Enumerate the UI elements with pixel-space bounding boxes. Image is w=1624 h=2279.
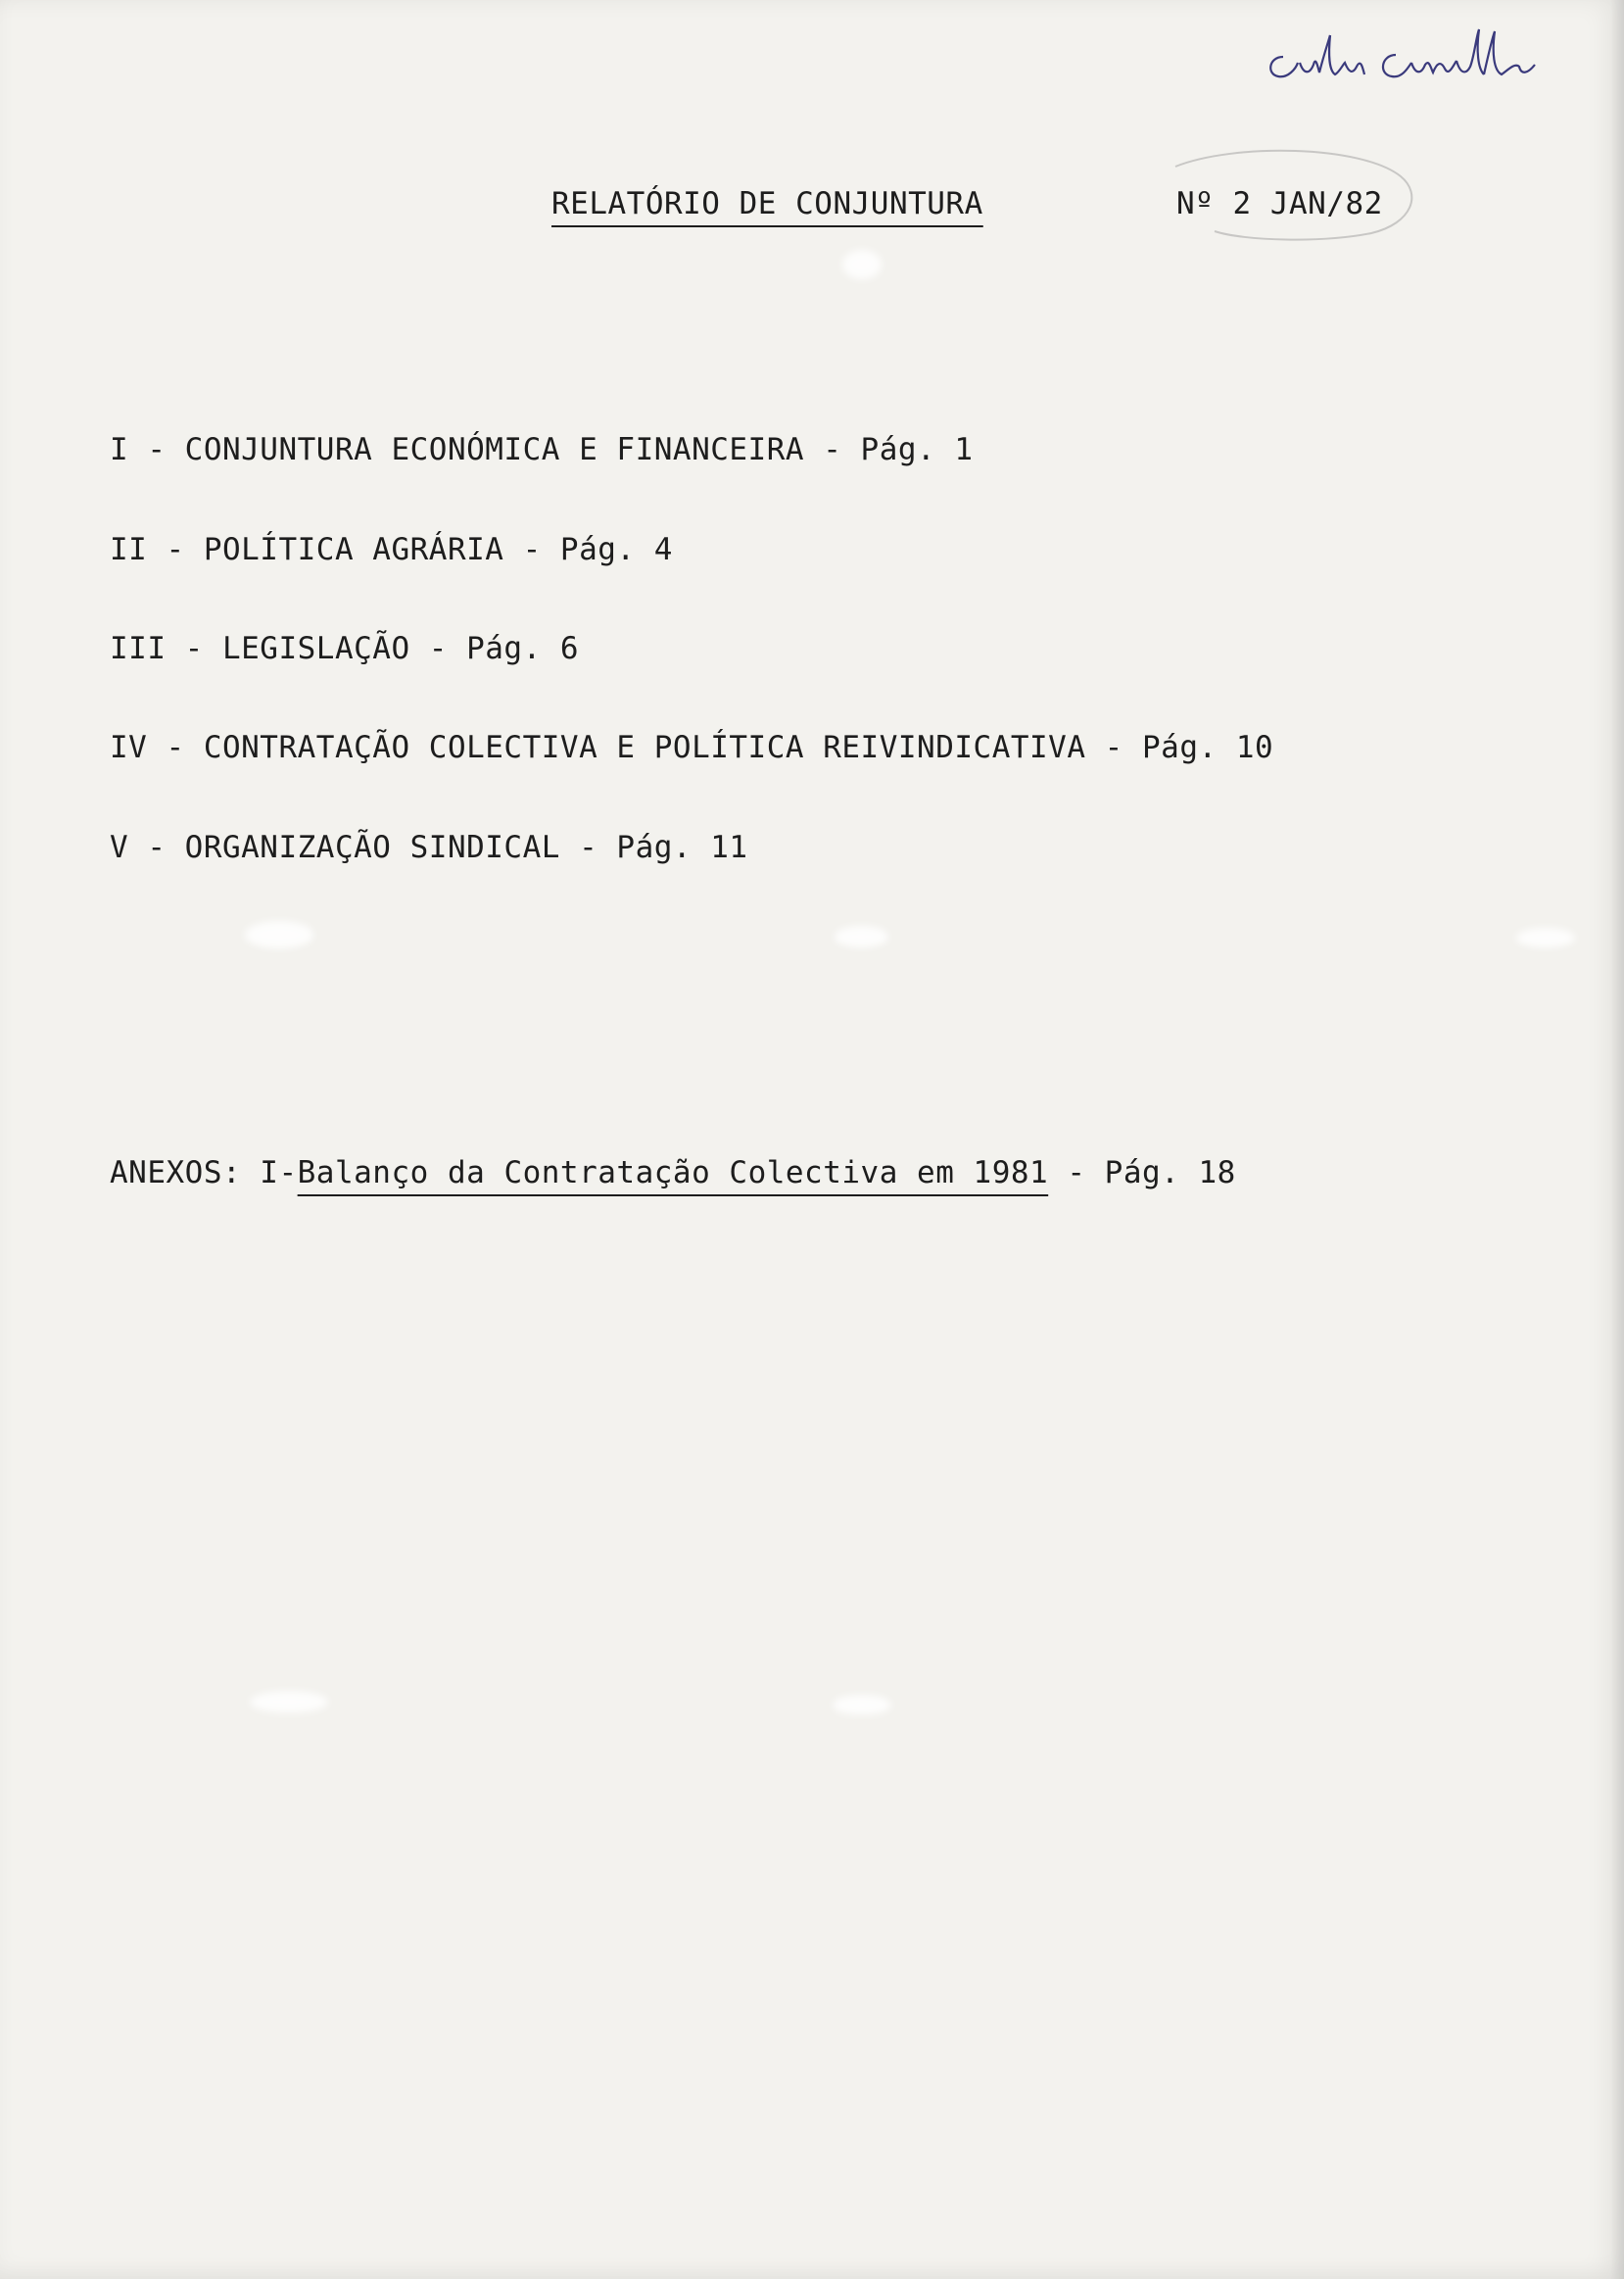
- annex-line: [110, 1155, 1236, 1190]
- paper-blemish: [833, 1695, 891, 1715]
- paper-blemish: [1516, 928, 1575, 947]
- issue-number: Nº 2 JAN/82: [1176, 186, 1383, 221]
- paper-blemish: [835, 926, 888, 947]
- annex-label: ANEXOS: I-: [110, 1155, 298, 1190]
- paper-blemish: [250, 1691, 328, 1713]
- toc-item: III - LEGISLAÇÃO - Pág. 6: [110, 631, 580, 666]
- report-title: RELATÓRIO DE CONJUNTURA: [551, 186, 983, 221]
- toc-item: I - CONJUNTURA ECONÓMICA E FINANCEIRA - Pág. 1: [110, 432, 974, 467]
- toc-item: V - ORGANIZAÇÃO SINDICAL - Pág. 11: [110, 830, 748, 865]
- page-edge-shadow: [1610, 0, 1624, 2279]
- paper-blemish: [842, 250, 882, 279]
- handwritten-signature: [1259, 18, 1582, 91]
- toc-item: IV - CONTRATAÇÃO COLECTIVA E POLÍTICA REIVINDICATIVA - Pág. 10: [110, 730, 1274, 765]
- annex-title: Balanço da Contratação Colectiva em 1981: [297, 1155, 1049, 1190]
- annex-page: - Pág. 18: [1048, 1155, 1236, 1190]
- toc-item: II - POLÍTICA AGRÁRIA - Pág. 4: [110, 532, 673, 567]
- paper-blemish: [245, 921, 313, 948]
